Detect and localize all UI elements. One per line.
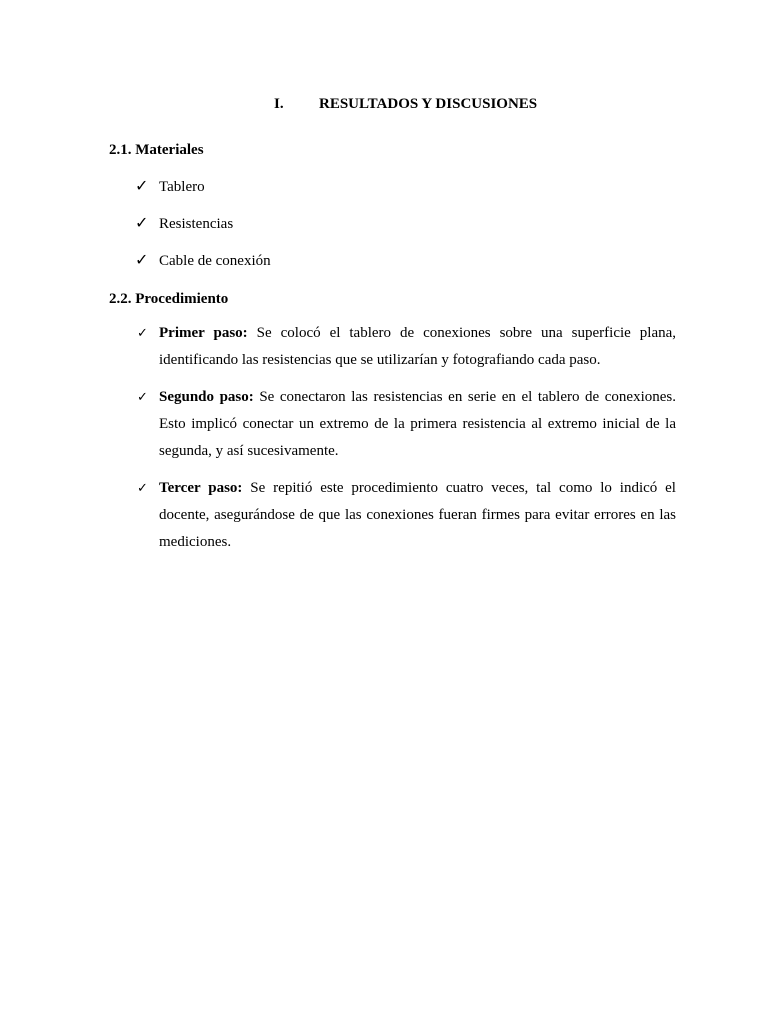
procedure-step-body: Se conectaron las resistencias en serie en el tablero de conexiones. Esto implicó conectar un extremo de la primera resistencia al extremo inicial de la segunda, y así sucesivamente.: [159, 389, 676, 459]
list-item-label: Resistencias: [159, 216, 234, 232]
check-mark-icon: ✓: [137, 326, 148, 341]
list-item-label: Tablero: [159, 179, 205, 195]
chapter-title-text: RESULTADOS Y DISCUSIONES: [319, 96, 538, 112]
check-mark-icon: ✓: [135, 250, 149, 269]
procedure-step: [135, 320, 676, 374]
list-item: [135, 250, 271, 270]
section-heading-materials: 2.1. Materiales: [109, 142, 204, 158]
procedure-step-lead: Primer paso:: [159, 325, 248, 341]
section-heading-procedure: 2.2. Procedimiento: [109, 291, 229, 307]
procedure-step-text: [159, 475, 676, 556]
procedure-step: [135, 475, 676, 556]
chapter-title: [274, 95, 537, 113]
procedure-step-lead: Segundo paso:: [159, 389, 254, 405]
check-mark-icon: ✓: [135, 213, 149, 232]
procedure-step-body: Se repitió este procedimiento cuatro veces, tal como lo indicó el docente, asegurándose de que las conexiones fueran firmes para evitar errores en las mediciones.: [159, 480, 676, 550]
procedure-step-lead: Tercer paso:: [159, 480, 243, 496]
procedure-step-text: [159, 320, 676, 374]
list-item: [135, 176, 205, 196]
check-mark-icon: ✓: [137, 390, 148, 405]
procedure-step-text: [159, 384, 676, 465]
list-item: [135, 213, 233, 233]
list-item-label: Cable de conexión: [159, 253, 271, 269]
procedure-step: [135, 384, 676, 465]
chapter-number: I.: [274, 96, 284, 112]
check-mark-icon: ✓: [137, 481, 148, 496]
procedure-step-body: Se colocó el tablero de conexiones sobre una superficie plana, identificando las resistencias que se utilizarían y fotografiando cada paso.: [159, 325, 677, 368]
check-mark-icon: ✓: [135, 176, 149, 195]
